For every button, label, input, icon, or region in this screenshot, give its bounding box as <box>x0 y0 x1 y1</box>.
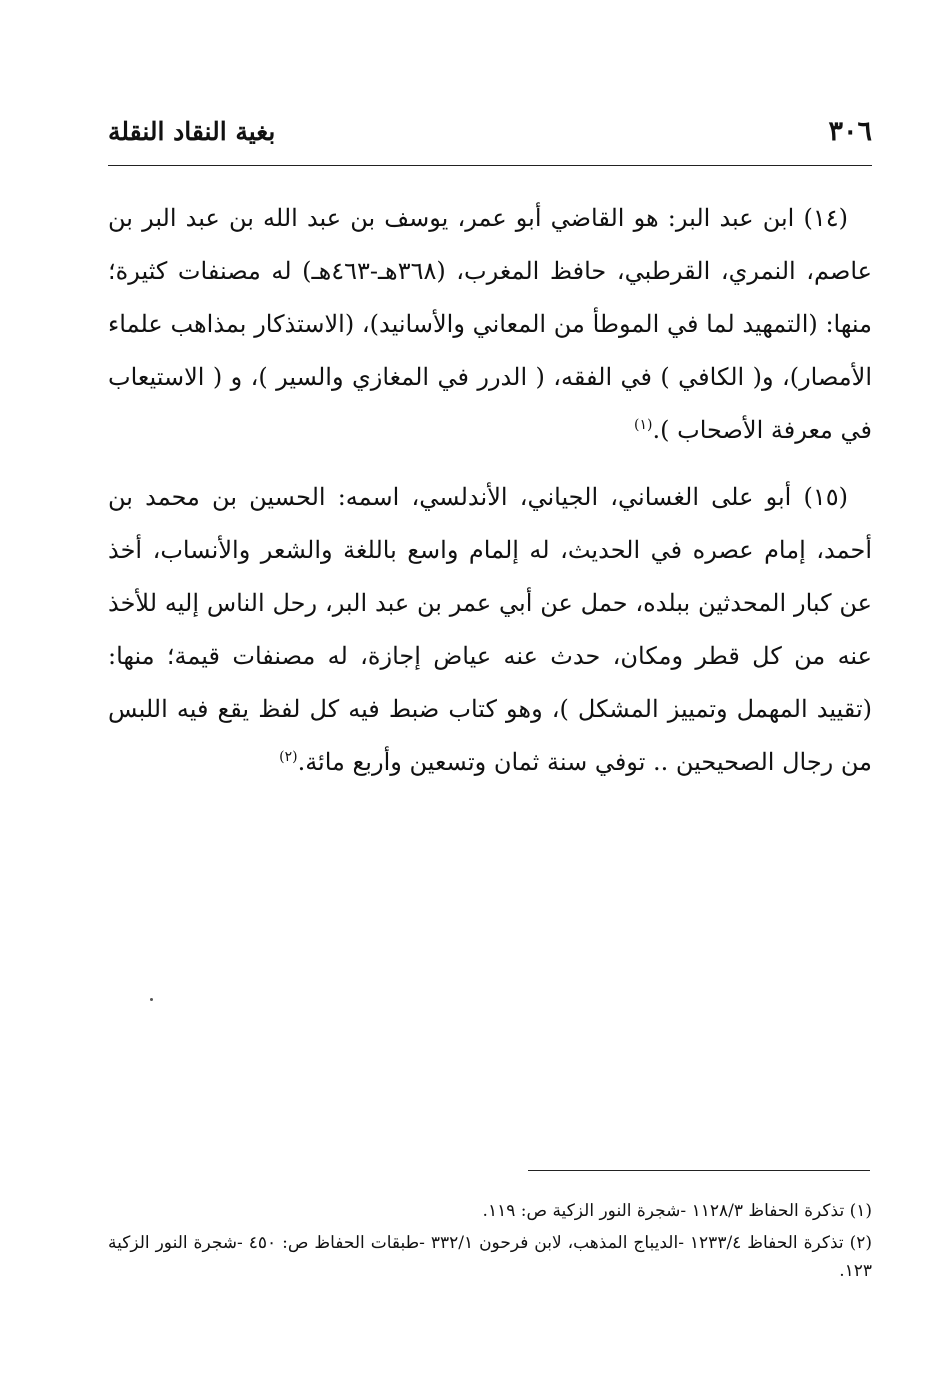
footnote-ref: (١) <box>634 417 653 433</box>
footnote-1: (١) تذكرة الحفاظ ١١٢٨/٣ -شجرة النور الزكية ص: ١١٩. <box>482 1201 872 1221</box>
print-speck <box>150 998 153 1001</box>
footnote-2: (٢) تذكرة الحفاظ ١٢٣٣/٤ -الديباج المذهب، لابن فرحون ٣٣٢/١ -طبقات الحفاظ ص: ٤٥٠ -شجرة النور الزكية ١٢٣. <box>108 1233 872 1281</box>
main-text <box>108 192 872 803</box>
footnote-divider <box>528 1170 870 1171</box>
footnotes <box>108 1197 872 1289</box>
page-number: ٣٠٦ <box>828 116 872 147</box>
biography-entry-14 <box>108 192 872 457</box>
entry-text: (١٥) أبو على الغساني، الجياني، الأندلسي، اسمه: الحسين بن محمد بن أحمد، إمام عصره في الحديث، له إلمام واسع باللغة والشعر والأنساب، أخذ عن كبار المحدثين ببلده، حمل عن أبي عمر بن عبد البر، رحل الناس إليه للأخذ عنه من كل قطر ومكان، حدث عنه عياض إجازة، له مصنفات قيمة؛ منها: (تقييد المهمل وتمييز المشكل )، وهو كتاب ضبط فيه كل لفظ يقع فيه اللبس من رجال الصحيحين .. توفي سنة ثمان وتسعين وأربع مائة. <box>108 483 872 776</box>
page-header <box>108 112 872 152</box>
book-title: بغية النقاد النقلة <box>108 117 276 146</box>
footnote-ref: (٢) <box>279 749 298 765</box>
entry-text: (١٤) ابن عبد البر: هو القاضي أبو عمر، يوسف بن عبد الله بن عبد البر بن عاصم، النمري، القرطبي، حافظ المغرب، (٣٦٨هـ-٤٦٣هـ) له مصنفات كثيرة؛ منها: (التمهيد لما في الموطأ من المعاني والأسانيد)، (الاستذكار بمذاهب علماء الأمصار)، و( الكافي ) في الفقه، ( الدرر في المغازي والسير )، و ( الاستيعاب في معرفة الأصحاب ). <box>108 204 872 444</box>
header-divider <box>108 165 872 166</box>
biography-entry-15 <box>108 471 872 789</box>
